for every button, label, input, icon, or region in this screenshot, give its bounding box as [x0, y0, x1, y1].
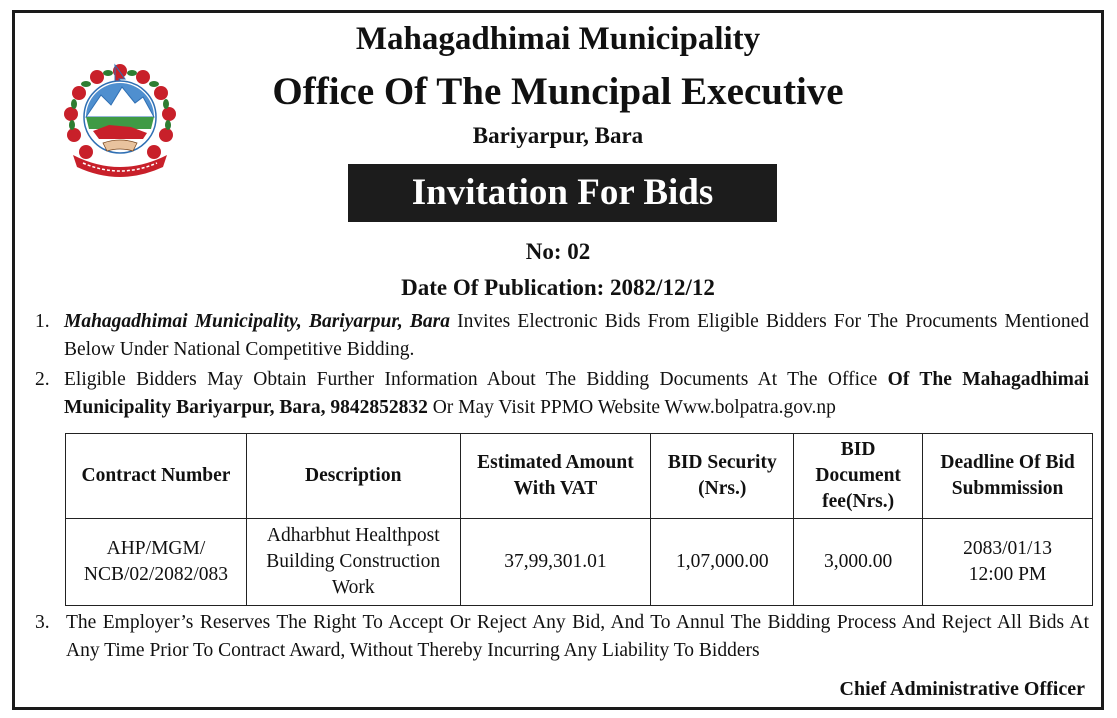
notice-frame	[12, 10, 1104, 710]
paragraph-3	[35, 609, 1089, 665]
paragraph-text	[64, 366, 1089, 422]
header-deadline: Deadline Of Bid Submmission	[923, 434, 1093, 519]
contract-number-line-1: AHP/MGM/	[106, 538, 206, 559]
paragraph-number: 3.	[35, 612, 50, 633]
signatory-title: Chief Administrative Officer	[839, 678, 1085, 700]
cell-bid-security: 1,07,000.00	[651, 519, 794, 606]
cell-contract-number	[66, 519, 247, 606]
cell-estimated-amount: 37,99,301.01	[460, 519, 651, 606]
header-document-fee: BID Document fee(Nrs.)	[794, 434, 923, 519]
cell-description: Adharbhut Healthpost Building Construction Work	[246, 519, 460, 606]
paragraph-body: Invites Electronic Bids From Eligible Bidders For The Procuments Mentioned Below Under National Competitive Bidding.	[64, 311, 1089, 360]
header-bid-security: BID Security (Nrs.)	[651, 434, 794, 519]
paragraph-2	[35, 366, 1089, 422]
contract-number-line-2: NCB/02/2082/083	[83, 564, 228, 585]
paragraph-text: The Employer’s Reserves The Right To Accept Or Reject Any Bid, And To Annul The Bidding Process And Reject All Bids At Any Time Prior To Contract Award, Without Thereby Incurring Any Liability To Bidders	[66, 612, 1089, 661]
office-contact: Of The Mahagadhimai Municipality Bariyarpur, Bara, 9842852832	[64, 369, 1089, 418]
header-contract-number: Contract Number	[66, 434, 247, 519]
header-estimated-amount: Estimated Amount With VAT	[460, 434, 651, 519]
paragraph-1	[35, 308, 1089, 364]
paragraph-number: 1.	[35, 311, 50, 332]
table-row	[66, 519, 1093, 606]
cell-document-fee: 3,000.00	[794, 519, 923, 606]
table-header-row	[66, 434, 1093, 519]
municipality-name: Mahagadhimai Municipality	[355, 21, 761, 57]
notice-number: No: 02	[525, 239, 591, 264]
publication-date: Date Of Publication: 2082/12/12	[401, 275, 715, 300]
paragraph-body: Eligible Bidders May Obtain Further Information About The Bidding Documents At The Office	[64, 369, 888, 390]
office-name: Office Of The Muncipal Executive	[272, 70, 844, 113]
cell-deadline	[923, 519, 1093, 606]
paragraph-body: Or May Visit PPMO Website Www.bolpatra.gov.np	[427, 397, 836, 418]
header-description: Description	[246, 434, 460, 519]
municipality-emphasis: Mahagadhimai Municipality, Bariyarpur, Bara	[64, 311, 450, 332]
office-address: Bariyarpur, Bara	[472, 123, 644, 148]
deadline-date: 2083/01/13	[963, 538, 1052, 559]
paragraph-number: 2.	[35, 369, 50, 390]
deadline-time: 12:00 PM	[968, 564, 1047, 585]
paragraph-text	[64, 308, 1089, 364]
bid-table	[65, 433, 1093, 606]
notice-title-banner: Invitation For Bids	[348, 164, 777, 222]
